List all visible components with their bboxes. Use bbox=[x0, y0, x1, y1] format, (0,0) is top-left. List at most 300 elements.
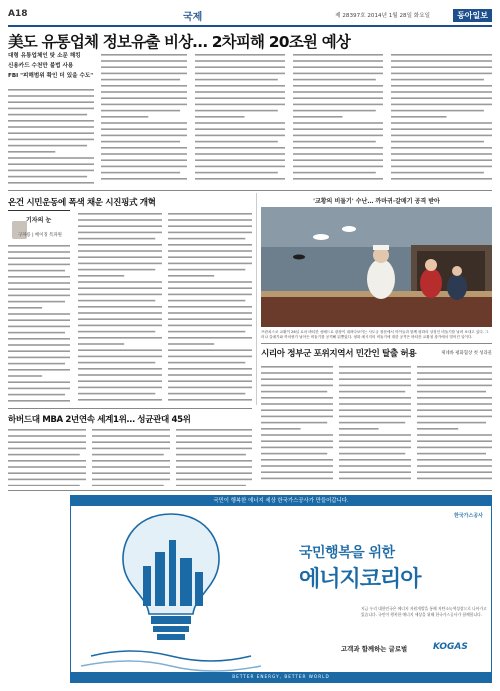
lead-body-col-2 bbox=[101, 51, 187, 184]
newspaper-logo[interactable]: 동아일보 bbox=[453, 9, 492, 22]
text-line bbox=[391, 54, 492, 56]
text-line bbox=[168, 362, 245, 364]
text-lines bbox=[261, 363, 333, 483]
text-line bbox=[8, 313, 70, 315]
text-line bbox=[92, 460, 170, 462]
text-line bbox=[391, 122, 492, 124]
text-line bbox=[293, 172, 376, 174]
text-line bbox=[261, 385, 333, 387]
text-line bbox=[261, 434, 333, 436]
ad-org-name: 한국가스공사 bbox=[454, 513, 483, 519]
text-line bbox=[8, 176, 87, 178]
text-line bbox=[168, 325, 252, 327]
text-line bbox=[261, 391, 327, 393]
ad-footer: BETTER ENERGY, BETTER WORLD bbox=[71, 672, 491, 682]
kogas-advertisement[interactable] bbox=[70, 495, 492, 683]
lead-body-col-3 bbox=[195, 51, 285, 184]
text-line bbox=[168, 380, 252, 382]
text-line bbox=[101, 122, 187, 124]
text-line bbox=[92, 454, 164, 456]
text-line bbox=[168, 244, 252, 246]
text-line bbox=[101, 79, 180, 81]
text-line bbox=[8, 145, 87, 147]
text-line bbox=[8, 388, 70, 390]
section4-rule bbox=[8, 408, 252, 409]
text-line bbox=[8, 338, 70, 340]
text-line bbox=[339, 385, 411, 387]
text-line bbox=[176, 429, 252, 431]
text-line bbox=[101, 159, 187, 161]
text-line bbox=[8, 151, 55, 153]
s2-body-col-3 bbox=[168, 210, 252, 402]
text-line bbox=[78, 263, 162, 265]
text-line bbox=[391, 178, 492, 180]
text-line bbox=[339, 422, 405, 424]
text-line bbox=[261, 366, 333, 368]
text-line bbox=[195, 66, 285, 68]
text-line bbox=[78, 256, 162, 258]
text-line bbox=[391, 110, 484, 112]
text-line bbox=[8, 357, 70, 359]
text-line bbox=[101, 135, 187, 137]
text-line bbox=[293, 60, 383, 62]
text-lines bbox=[195, 51, 285, 184]
text-line bbox=[8, 257, 70, 259]
ad-brand-logo[interactable]: KOGAS bbox=[433, 642, 468, 652]
text-line bbox=[417, 471, 492, 473]
lead-headline[interactable]: 美도 유통업체 정보유출 비상… 2차피해 20조원 예상 bbox=[8, 33, 351, 51]
text-line bbox=[339, 372, 411, 374]
text-line bbox=[8, 170, 94, 172]
section3-headline[interactable]: 시리아 정부군 포위지역서 민간인 탈출 허용 bbox=[261, 349, 417, 359]
text-line bbox=[417, 409, 492, 411]
text-line bbox=[8, 282, 70, 284]
text-line bbox=[78, 337, 162, 339]
text-line bbox=[391, 147, 492, 149]
text-line bbox=[195, 122, 285, 124]
text-line bbox=[78, 312, 162, 314]
text-line bbox=[168, 263, 252, 265]
text-line bbox=[168, 331, 245, 333]
text-line bbox=[168, 306, 252, 308]
text-lines bbox=[8, 86, 94, 184]
text-line bbox=[101, 147, 187, 149]
text-line bbox=[293, 122, 383, 124]
text-line bbox=[293, 73, 383, 75]
text-line bbox=[78, 232, 162, 234]
text-line bbox=[78, 244, 162, 246]
text-line bbox=[261, 465, 333, 467]
text-line bbox=[176, 479, 252, 481]
ad-illustration bbox=[71, 506, 271, 683]
text-line bbox=[101, 178, 187, 180]
text-line bbox=[339, 416, 411, 418]
text-line bbox=[78, 368, 162, 370]
lead-body-col-5 bbox=[391, 51, 492, 184]
text-line bbox=[92, 472, 170, 474]
text-line bbox=[8, 400, 70, 402]
text-line bbox=[293, 166, 383, 168]
text-line bbox=[293, 110, 376, 112]
text-line bbox=[78, 399, 162, 401]
text-line bbox=[391, 166, 492, 168]
text-line bbox=[78, 213, 162, 215]
page-number: A18 bbox=[8, 9, 28, 19]
text-line bbox=[78, 219, 162, 221]
text-line bbox=[339, 453, 405, 455]
text-lines bbox=[92, 426, 170, 486]
text-lines bbox=[293, 51, 383, 184]
text-line bbox=[8, 460, 86, 462]
text-line bbox=[78, 269, 155, 271]
text-line bbox=[176, 454, 246, 456]
text-line bbox=[8, 435, 86, 437]
s3-body-col-2 bbox=[339, 363, 411, 483]
text-line bbox=[261, 422, 327, 424]
text-line bbox=[339, 403, 411, 405]
text-line bbox=[391, 66, 492, 68]
text-lines bbox=[168, 210, 252, 402]
text-line bbox=[417, 403, 492, 405]
text-line bbox=[78, 318, 162, 320]
s2-body-col-2 bbox=[78, 210, 162, 402]
text-line bbox=[8, 126, 94, 128]
ad-headline-line2: 에너지코리아 bbox=[299, 566, 421, 592]
text-line bbox=[8, 466, 86, 468]
text-line bbox=[78, 225, 162, 227]
text-lines bbox=[101, 51, 187, 184]
column-separator bbox=[256, 193, 257, 405]
text-line bbox=[195, 128, 285, 130]
text-lines bbox=[339, 363, 411, 483]
text-line bbox=[417, 440, 492, 442]
text-line bbox=[339, 391, 405, 393]
text-line bbox=[8, 307, 42, 309]
text-line bbox=[176, 472, 252, 474]
text-line bbox=[8, 429, 86, 431]
text-lines bbox=[8, 426, 86, 486]
text-line bbox=[261, 378, 333, 380]
text-line bbox=[176, 460, 252, 462]
text-line bbox=[8, 157, 94, 159]
text-line bbox=[8, 264, 70, 266]
text-line bbox=[8, 454, 80, 456]
text-line bbox=[168, 287, 252, 289]
text-line bbox=[92, 435, 170, 437]
text-line bbox=[101, 116, 148, 118]
text-line bbox=[78, 281, 162, 283]
text-line bbox=[8, 301, 65, 303]
text-line bbox=[261, 428, 301, 430]
text-line bbox=[8, 114, 87, 116]
text-line bbox=[391, 159, 492, 161]
text-line bbox=[261, 453, 327, 455]
photo-caption: 프란치스코 교황이 26일 로마 바티칸 성베드로 광장이 내려다보이는 사도궁 창문에서 아이들과 함께 평화의 상징인 비둘기를 날려 보내고 있다. 그러나 갈매기와 까마귀가 날아든 비둘기를 공격해 뒤쫓았다. 평화 메시지의 비둘기에 대한 공격은 바티칸 교황청 창가에서 벌어진 일이다. bbox=[261, 330, 489, 339]
ad-banner: 국민이 행복한 에너지 세상 한국가스공사가 만들어갑니다. bbox=[71, 496, 491, 506]
text-line bbox=[391, 116, 447, 118]
text-line bbox=[101, 97, 187, 99]
text-line bbox=[78, 362, 155, 364]
text-line bbox=[8, 251, 70, 253]
text-line bbox=[391, 85, 492, 87]
text-line bbox=[101, 73, 187, 75]
text-line bbox=[8, 270, 65, 272]
text-line bbox=[168, 238, 245, 240]
text-line bbox=[168, 294, 252, 296]
text-line bbox=[195, 159, 285, 161]
text-line bbox=[168, 281, 252, 283]
text-line bbox=[195, 73, 285, 75]
text-line bbox=[391, 128, 492, 130]
text-line bbox=[417, 378, 492, 380]
text-lines bbox=[391, 51, 492, 184]
text-line bbox=[261, 440, 333, 442]
vatican-window-photo bbox=[261, 207, 492, 327]
text-line bbox=[8, 448, 86, 450]
text-line bbox=[8, 295, 70, 297]
text-line bbox=[168, 337, 252, 339]
text-line bbox=[8, 108, 94, 110]
text-line bbox=[8, 369, 70, 371]
text-line bbox=[8, 120, 94, 122]
text-line bbox=[168, 213, 252, 215]
text-line bbox=[168, 219, 252, 221]
section-divider bbox=[8, 190, 492, 191]
text-line bbox=[417, 397, 492, 399]
text-line bbox=[195, 79, 278, 81]
text-line bbox=[101, 166, 187, 168]
text-line bbox=[417, 478, 492, 480]
text-line bbox=[391, 60, 492, 62]
s2-body-col-1 bbox=[8, 242, 70, 402]
ad-top-rule bbox=[8, 490, 492, 491]
text-line bbox=[168, 349, 252, 351]
text-line bbox=[92, 448, 170, 450]
text-line bbox=[8, 89, 94, 91]
text-lines bbox=[176, 426, 252, 486]
masthead bbox=[8, 9, 492, 23]
text-line bbox=[195, 85, 285, 87]
text-line bbox=[261, 397, 333, 399]
text-line bbox=[339, 478, 411, 480]
text-line bbox=[8, 363, 65, 365]
text-line bbox=[293, 178, 383, 180]
text-line bbox=[195, 135, 285, 137]
text-line bbox=[101, 128, 187, 130]
text-line bbox=[78, 343, 124, 345]
text-line bbox=[195, 91, 285, 93]
text-line bbox=[417, 416, 492, 418]
text-line bbox=[293, 147, 383, 149]
text-line bbox=[195, 97, 285, 99]
text-line bbox=[195, 116, 245, 118]
s4-body-col-3 bbox=[176, 426, 252, 486]
deck-line-3: FBI "피해범위 확인 더 있을 수도" bbox=[8, 73, 94, 79]
text-line bbox=[176, 448, 252, 450]
text-line bbox=[417, 428, 458, 430]
text-line bbox=[101, 66, 187, 68]
text-line bbox=[293, 116, 343, 118]
text-lines bbox=[78, 210, 162, 402]
text-line bbox=[293, 128, 383, 130]
text-line bbox=[339, 459, 411, 461]
text-line bbox=[391, 141, 484, 143]
text-line bbox=[391, 135, 492, 137]
text-line bbox=[417, 391, 486, 393]
text-line bbox=[168, 387, 252, 389]
text-line bbox=[78, 275, 124, 277]
text-line bbox=[168, 356, 252, 358]
text-line bbox=[293, 97, 383, 99]
text-line bbox=[78, 294, 162, 296]
text-line bbox=[101, 85, 187, 87]
text-line bbox=[78, 306, 162, 308]
text-line bbox=[8, 479, 86, 481]
text-line bbox=[78, 393, 155, 395]
lead-body-col-4 bbox=[293, 51, 383, 184]
text-line bbox=[8, 332, 65, 334]
text-line bbox=[78, 287, 162, 289]
s4-body-col-2 bbox=[92, 426, 170, 486]
text-line bbox=[195, 147, 285, 149]
text-line bbox=[92, 479, 170, 481]
text-line bbox=[168, 343, 214, 345]
s3-body-col-3 bbox=[417, 363, 492, 483]
text-line bbox=[261, 403, 333, 405]
text-line bbox=[293, 135, 383, 137]
bulb-skyline-illustration bbox=[71, 506, 271, 683]
text-line bbox=[8, 245, 70, 247]
text-line bbox=[8, 344, 70, 346]
text-line bbox=[339, 378, 411, 380]
text-line bbox=[391, 79, 484, 81]
text-line bbox=[78, 356, 162, 358]
text-line bbox=[293, 104, 383, 106]
text-line bbox=[391, 97, 492, 99]
text-line bbox=[8, 394, 65, 396]
text-line bbox=[391, 153, 492, 155]
text-line bbox=[78, 331, 155, 333]
text-line bbox=[8, 182, 94, 184]
deck-line-2: 신용카드 수천만 불법 사용 bbox=[8, 63, 74, 69]
text-line bbox=[168, 393, 245, 395]
text-line bbox=[417, 366, 492, 368]
text-line bbox=[195, 178, 285, 180]
ad-text-panel bbox=[271, 506, 492, 683]
s3-body-col-1 bbox=[261, 363, 333, 483]
text-line bbox=[261, 459, 333, 461]
text-line bbox=[195, 104, 285, 106]
text-line bbox=[8, 139, 94, 141]
text-line bbox=[8, 485, 80, 486]
text-line bbox=[293, 79, 376, 81]
photo-title[interactable]: '교황의 비둘기' 수난… 까마귀·갈매기 공격 받아 bbox=[313, 198, 440, 205]
section2-headline[interactable]: 온건 시민운동에 폭색 채운 시진핑式 개혁 bbox=[8, 198, 156, 208]
ad-tagline: 고객과 함께하는 글로벌 bbox=[341, 645, 408, 653]
text-line bbox=[417, 453, 486, 455]
text-line bbox=[339, 447, 411, 449]
text-line bbox=[339, 471, 411, 473]
text-line bbox=[293, 66, 383, 68]
text-line bbox=[176, 441, 252, 443]
text-line bbox=[8, 350, 70, 352]
text-line bbox=[261, 409, 333, 411]
text-line bbox=[261, 478, 333, 480]
text-line bbox=[101, 104, 187, 106]
deck-line-1: 대형 유통업체인 탓 소문 해킹 bbox=[8, 53, 81, 59]
text-line bbox=[339, 440, 411, 442]
text-line bbox=[92, 485, 164, 486]
text-line bbox=[8, 381, 70, 383]
text-line bbox=[339, 366, 411, 368]
text-line bbox=[261, 471, 333, 473]
text-line bbox=[168, 374, 252, 376]
text-line bbox=[195, 141, 278, 143]
text-line bbox=[339, 434, 411, 436]
text-line bbox=[261, 447, 333, 449]
news-photo[interactable] bbox=[261, 207, 492, 327]
section3-subline: 제네바 평화협상 첫 성과물 bbox=[441, 351, 492, 356]
text-line bbox=[92, 429, 170, 431]
text-line bbox=[8, 375, 42, 377]
text-lines bbox=[8, 242, 70, 402]
text-line bbox=[417, 459, 492, 461]
text-line bbox=[293, 54, 383, 56]
text-line bbox=[78, 380, 162, 382]
text-line bbox=[8, 441, 86, 443]
text-line bbox=[339, 428, 379, 430]
text-line bbox=[391, 172, 484, 174]
text-line bbox=[78, 250, 162, 252]
text-line bbox=[78, 300, 155, 302]
column-tag: 기자의 눈 bbox=[26, 217, 52, 224]
text-line bbox=[78, 349, 162, 351]
text-line bbox=[168, 256, 252, 258]
ad-headline-line1: 국민행복을 위한 bbox=[299, 545, 395, 561]
text-line bbox=[92, 466, 170, 468]
ad-copy: 지금 우리 대한민국은 에너지 자원개발을 통해 저탄소녹색성장으로 나아가고 있습니다. 국민이 행복한 에너지 세상을 위해 한국가스공사가 함께합니다. bbox=[361, 606, 487, 617]
text-line bbox=[339, 409, 411, 411]
text-line bbox=[168, 269, 245, 271]
text-line bbox=[417, 465, 492, 467]
section-label: 국제 bbox=[183, 12, 203, 23]
text-line bbox=[8, 132, 94, 134]
text-line bbox=[261, 416, 333, 418]
text-line bbox=[8, 276, 70, 278]
text-line bbox=[78, 325, 162, 327]
s4-body-col-1 bbox=[8, 426, 86, 486]
text-line bbox=[8, 326, 70, 328]
text-line bbox=[261, 372, 333, 374]
text-line bbox=[339, 465, 411, 467]
text-line bbox=[8, 319, 70, 321]
text-line bbox=[8, 163, 94, 165]
text-line bbox=[195, 172, 278, 174]
text-line bbox=[176, 466, 252, 468]
text-line bbox=[168, 250, 252, 252]
text-line bbox=[195, 54, 285, 56]
text-line bbox=[293, 91, 383, 93]
text-line bbox=[417, 434, 492, 436]
section4-headline[interactable]: 하버드대 MBA 2년연속 세계1위… 성균관대 45위 bbox=[8, 415, 191, 425]
text-line bbox=[168, 225, 252, 227]
text-line bbox=[168, 275, 214, 277]
text-line bbox=[92, 441, 170, 443]
text-line bbox=[101, 60, 187, 62]
masthead-rule bbox=[8, 25, 492, 27]
text-line bbox=[101, 141, 180, 143]
text-line bbox=[417, 422, 486, 424]
